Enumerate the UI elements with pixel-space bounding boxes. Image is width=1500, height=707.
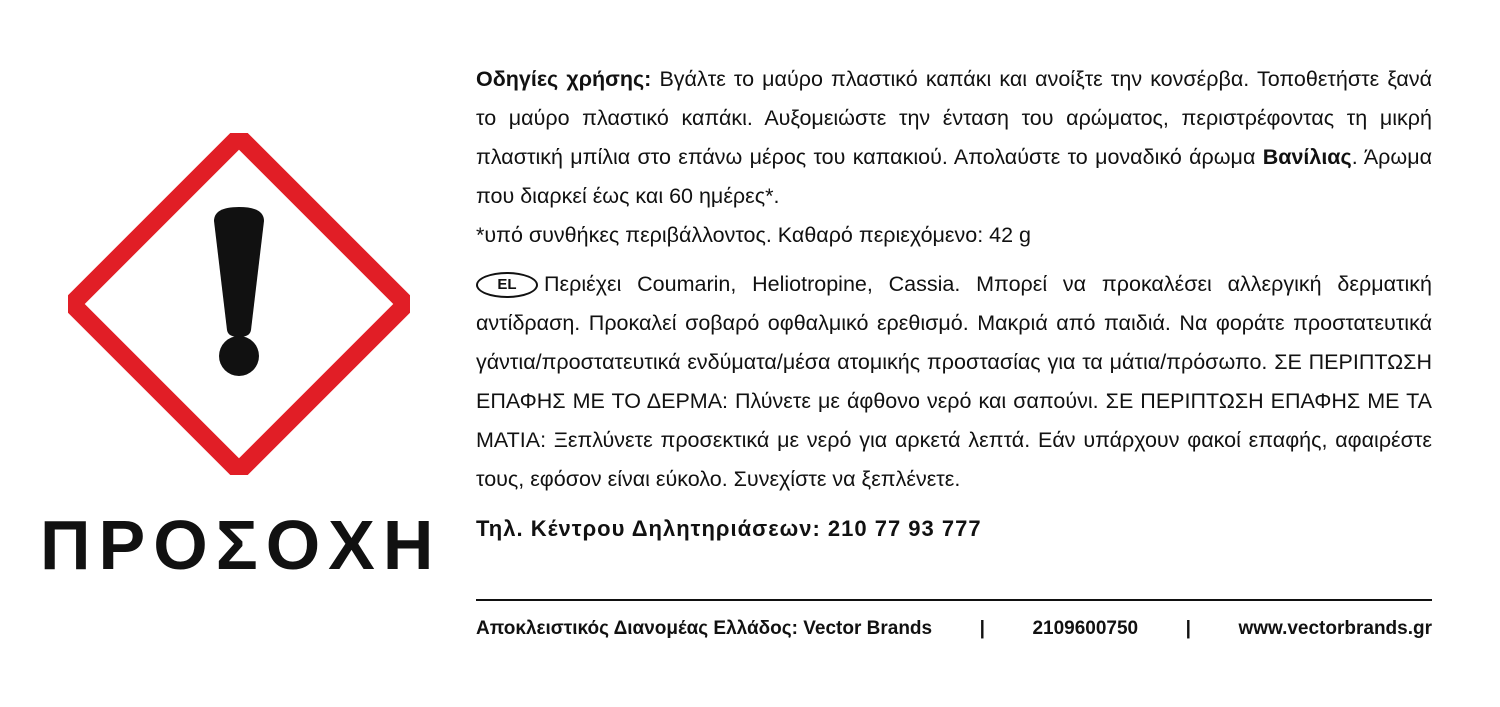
instructions-text-1: Βγάλτε το μαύρο πλαστικό καπάκι και ανοίξτε την κονσέρβα. Τοποθετήστε ξανά το μαύρο πλαστικό καπάκι. Αυξομειώστε την ένταση του αρώματος, περιστρέφοντας τη μικρή πλαστική μπίλια στο επάνω μέρος του καπακιού. Απολαύστε το μοναδικό άρωμα xyxy=(476,67,1432,169)
footer-separator: | xyxy=(979,618,985,639)
footnote: *υπό συνθήκες περιβάλλοντος. Καθαρό περιεχόμενο: 42 g xyxy=(476,223,1032,247)
warning-text: Περιέχει Coumarin, Heliotropine, Cassia. Μπορεί να προκαλέσει αλλεργική δερματική αντίδραση. Προκαλεί σοβαρό οφθαλμικό ερεθισμό. Μακριά από παιδιά. Να φοράτε προστατευτικά γάντια/προστατευτικά ενδύματα/μέσα ατομικής προστασίας για τα μάτια/πρόσωπο. ΣΕ ΠΕΡΙΠΤΩΣΗ ΕΠΑΦΗΣ ΜΕ ΤΟ ΔΕΡΜΑ: Πλύνετε με άφθονο νερό και σαπούνι. ΣΕ ΠΕΡΙΠΤΩΣΗ ΕΠΑΦΗΣ ΜΕ ΤΑ ΜΑΤΙΑ: Ξεπλύνετε προσεκτικά με νερό για αρκετά λεπτά. Εάν υπάρχουν φακοί επαφής, αφαιρέστε τους, εφόσον είναι εύκολο. Συνεχίστε να ξεπλένετε. xyxy=(476,272,1432,491)
instructions-label: Οδηγίες χρήσης: xyxy=(476,67,652,91)
scent-name: Βανίλιας xyxy=(1262,145,1352,169)
footer xyxy=(476,614,1432,644)
website-link[interactable]: www.vectorbrands.gr xyxy=(1238,618,1432,639)
usage-instructions xyxy=(476,60,1432,216)
instructions-text-2: . Άρωμα που διαρκεί έως και 60 ημέρες*. xyxy=(476,145,1433,208)
language-badge: EL xyxy=(476,272,538,298)
label-text-block xyxy=(476,60,1432,548)
exclamation-mark-diamond-icon xyxy=(68,133,410,475)
distributor-phone: 2109600750 xyxy=(1032,618,1139,639)
safety-warning xyxy=(476,265,1432,499)
distributor-text: Αποκλειστικός Διανομέας Ελλάδος: Vector Brands xyxy=(476,618,933,639)
exclamation-dot xyxy=(219,336,259,376)
signal-word: ΠΡΟΣΟΧΗ xyxy=(40,506,442,584)
poison-center-phone: Τηλ. Κέντρου Δηλητηριάσεων: 210 77 93 777 xyxy=(476,516,982,541)
footer-separator: | xyxy=(1185,618,1191,639)
divider xyxy=(476,599,1432,601)
